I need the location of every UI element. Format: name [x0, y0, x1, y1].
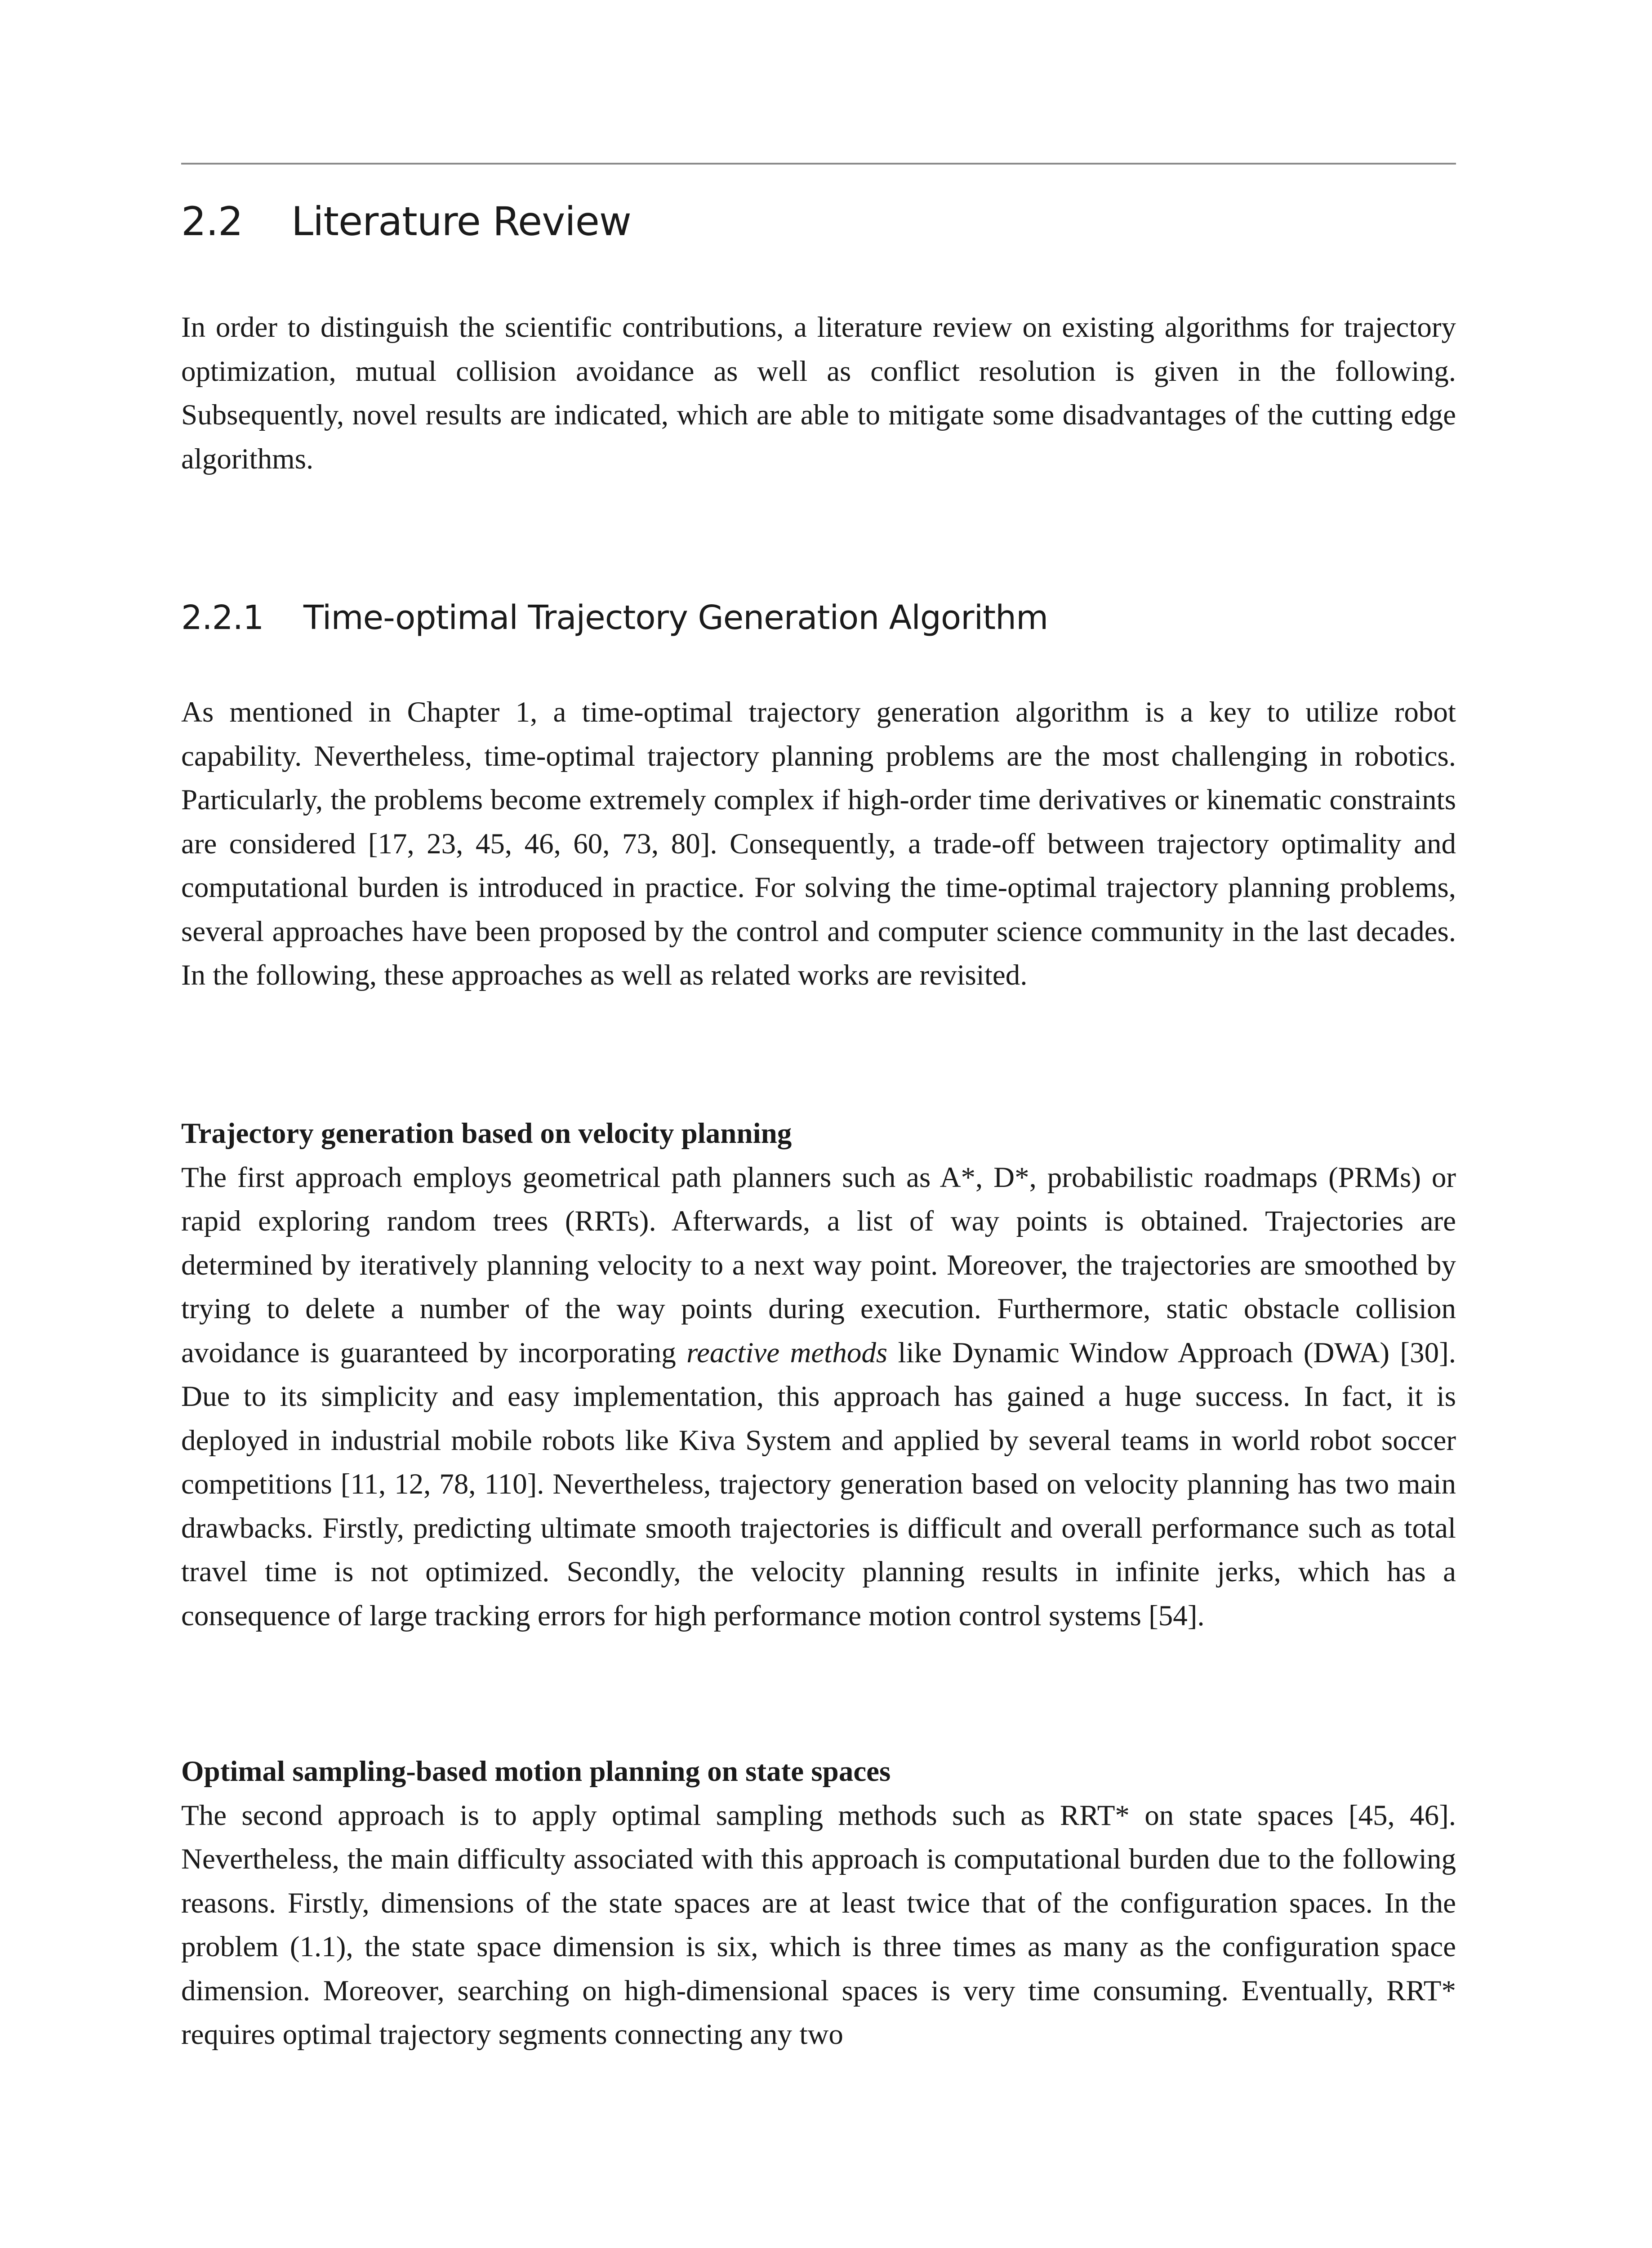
velocity-planning-italic: reactive methods [686, 1336, 888, 1369]
section-title: Literature Review [291, 198, 631, 245]
velocity-planning-text-2: like Dynamic Window Approach (DWA) [30]. Due to its simplicity and easy implementation, this approach has gained a huge success. In fact, it is deployed in industrial mobile robots like Kiva System and applied by several teams in world robot soccer competitions [11, 12, 78, 110]. Nevertheless, trajectory generation based on velocity planning has two main drawbacks. Firstly, predicting ultimate smooth trajectories is difficult and overall performance such as total travel time is not optimized. Secondly, the velocity planning results in infinite jerks, which has a consequence of large tracking errors for high performance motion control systems [54]. [181, 1336, 1456, 1632]
velocity-planning-paragraph [181, 1112, 1456, 1638]
section-number: 2.2 [181, 198, 243, 245]
velocity-planning-title: Trajectory generation based on velocity planning [181, 1117, 792, 1150]
subsection-paragraph: As mentioned in Chapter 1, a time-optimal trajectory generation algorithm is a key to utilize robot capability. Nevertheless, time-optimal trajectory planning problems are the most challenging in robotics. Particularly, the problems become extremely complex if high-order time derivatives or kinematic constraints are considered [17, 23, 45, 46, 60, 73, 80]. Consequently, a trade-off between trajectory optimality and computational burden is introduced in practice. For solving the time-optimal trajectory planning problems, several approaches have been proposed by the control and computer science community in the last decades. In the following, these approaches as well as related works are revisited. [181, 696, 1456, 991]
subsection-heading [181, 598, 1048, 638]
subsection-number: 2.2.1 [181, 598, 264, 637]
subsection-title: Time-optimal Trajectory Generation Algorithm [303, 598, 1048, 637]
section-heading [181, 198, 631, 245]
header-rule [181, 163, 1456, 165]
sampling-planning-title: Optimal sampling-based motion planning on state spaces [181, 1755, 891, 1788]
intro-paragraph: In order to distinguish the scientific contributions, a literature review on existing algorithms for trajectory optimization, mutual collision avoidance as well as conflict resolution is given in the following. Subsequently, novel results are indicated, which are able to mitigate some disadvantages of the cutting edge algorithms. [181, 311, 1456, 475]
sampling-planning-text: The second approach is to apply optimal sampling methods such as RRT* on state spaces [45, 46]. Nevertheless, the main difficulty associated with this approach is computational burden due to the following reasons. Firstly, dimensions of the state spaces are at least twice that of the configuration spaces. In the problem (1.1), the state space dimension is six, which is three times as many as the configuration space dimension. Moreover, searching on high-dimensional spaces is very time consuming. Eventually, RRT* requires optimal trajectory segments connecting any two [181, 1799, 1456, 2051]
sampling-planning-paragraph [181, 1750, 1456, 2057]
velocity-planning-text-1: The first approach employs geometrical path planners such as A*, D*, probabilistic roadmaps (PRMs) or rapid exploring random trees (RRTs). Afterwards, a list of way points is obtained. Trajectories are determined by iteratively planning velocity to a next way point. Moreover, the trajectories are smoothed by trying to delete a number of the way points during execution. Furthermore, static obstacle collision avoidance is guaranteed by incorporating [181, 1161, 1456, 1369]
